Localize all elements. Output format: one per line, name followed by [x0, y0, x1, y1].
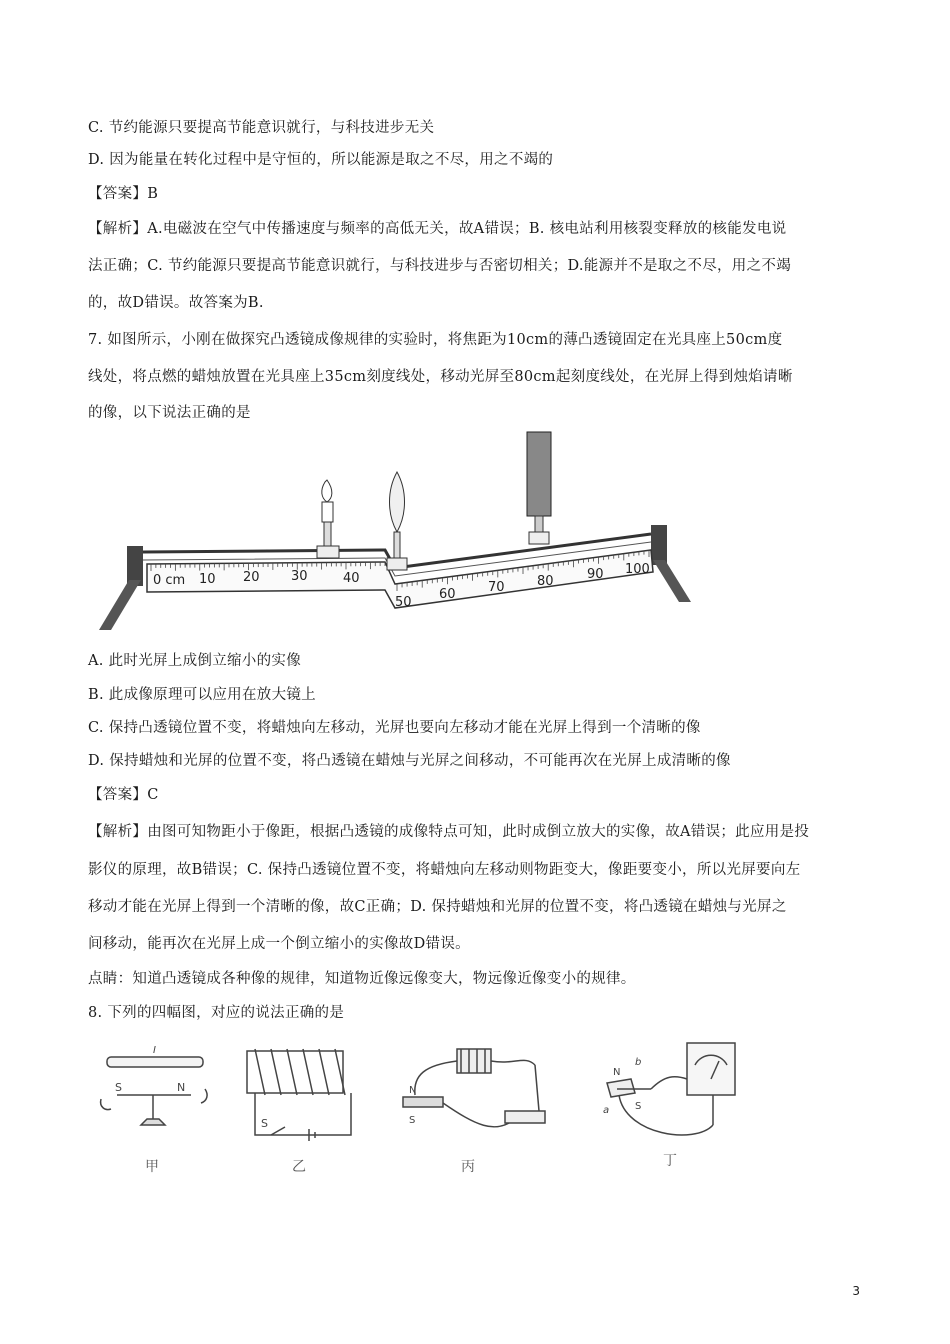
option-a-q7: A. 此时光屏上成倒立缩小的实像	[88, 653, 301, 669]
magnet-s-label: S	[409, 1115, 416, 1126]
tick-label: 10	[199, 572, 216, 587]
tick-label: 50	[395, 595, 412, 610]
analysis-q7-line2: 影仪的原理，故B错误；C. 保持凸透镜位置不变，将蜡烛向左移动则物距变大，像距要变小，所以光屏要向左	[88, 862, 801, 878]
panel-yi	[247, 1049, 351, 1175]
magnet-n-label: N	[613, 1067, 621, 1078]
analysis-q6-line2: 法正确；C. 节约能源只要提高节能意识就行，与科技进步与否密切相关；D.能源并不是取之不尽，用之不竭	[88, 258, 792, 274]
analysis-q6-line3: 的，故D错误。故答案为B.	[88, 295, 264, 311]
tick-label: 100	[625, 562, 650, 577]
bench-left-leg	[99, 546, 143, 630]
analysis-q6-line1: 【解析】A.电磁波在空气中传播速度与频率的高低无关，故A错误；B. 核电站利用核裂变释放的核能发电说	[88, 221, 787, 237]
option-b-q7: B. 此成像原理可以应用在放大镜上	[88, 687, 316, 703]
wire-b-label: b	[635, 1057, 642, 1068]
tick-label: 80	[537, 574, 554, 589]
question-8: 8. 下列的四幅图，对应的说法正确的是	[88, 1005, 345, 1021]
current-label: I	[153, 1045, 156, 1056]
wire-a-label: a	[603, 1105, 610, 1116]
option-d-q7: D. 保持蜡烛和光屏的位置不变，将凸透镜在蜡烛与光屏之间移动，不可能再次在光屏上成清晰的像	[88, 753, 731, 769]
option-d-q6: D. 因为能量在转化过程中是守恒的，所以能源是取之不尽，用之不竭的	[88, 152, 554, 168]
analysis-q7-line1: 【解析】由图可知物距小于像距，根据凸透镜的成像特点可知，此时成倒立放大的实像，故A错误；此应用是投	[88, 824, 810, 840]
caption-ding: 丁	[663, 1153, 677, 1169]
pole-s-label: S	[115, 1081, 122, 1094]
tick-label: 40	[343, 571, 360, 586]
page-number: 3	[852, 1284, 860, 1298]
caption-jia: 甲	[145, 1159, 159, 1175]
caption-bing: 丙	[461, 1159, 475, 1175]
bench-right-leg	[651, 525, 691, 602]
panel-jia	[101, 1045, 207, 1175]
question-7-line1: 7. 如图所示，小刚在做探究凸透镜成像规律的实验时，将焦距为10cm的薄凸透镜固定在光具座上50cm度	[88, 332, 783, 348]
tick-label: 90	[587, 567, 604, 582]
option-c-q7: C. 保持凸透镜位置不变，将蜡烛向左移动，光屏也要向左移动才能在光屏上得到一个清晰的像	[88, 720, 701, 736]
tick-label: 0 cm	[153, 573, 186, 588]
tick-label: 60	[439, 587, 456, 602]
figure-8-panels	[95, 1035, 755, 1185]
panel-ding	[603, 1043, 735, 1169]
question-7-line2: 线处，将点燃的蜡烛放置在光具座上35cm刻度线处，移动光屏至80cm起刻度线处，在光屏上得到烛焰请晰	[88, 369, 793, 385]
answer-q7: 【答案】C	[88, 787, 159, 803]
convex-lens	[387, 472, 407, 570]
candle	[317, 480, 339, 558]
analysis-q7-line4: 间移动，能再次在光屏上成一个倒立缩小的实像故D错误。	[88, 936, 470, 952]
switch-s-label: S	[261, 1117, 268, 1130]
caption-yi: 乙	[292, 1159, 306, 1175]
question-7-line3: 的像，以下说法正确的是	[88, 405, 251, 421]
answer-q6: 【答案】B	[88, 186, 159, 202]
pole-n-label: N	[177, 1081, 186, 1094]
option-c-q6: C. 节约能源只要提高节能意识就行，与科技进步无关	[88, 120, 435, 136]
light-screen	[527, 432, 551, 544]
magnet-s-label: S	[635, 1101, 642, 1112]
panel-bing	[403, 1049, 545, 1175]
analysis-q7-line3: 移动才能在光屏上得到一个清晰的像，故C正确；D. 保持蜡烛和光屏的位置不变，将凸透镜在蜡烛与光屏之	[88, 899, 787, 915]
tip-q7: 点睛：知道凸透镜成各种像的规律，知道物近像远像变大，物远像近像变小的规律。	[88, 971, 636, 987]
magnet-n-label: N	[409, 1085, 417, 1096]
tick-label: 20	[243, 570, 260, 585]
tick-label: 30	[291, 569, 308, 584]
tick-label: 70	[488, 580, 505, 595]
optical-bench-figure	[95, 430, 695, 640]
